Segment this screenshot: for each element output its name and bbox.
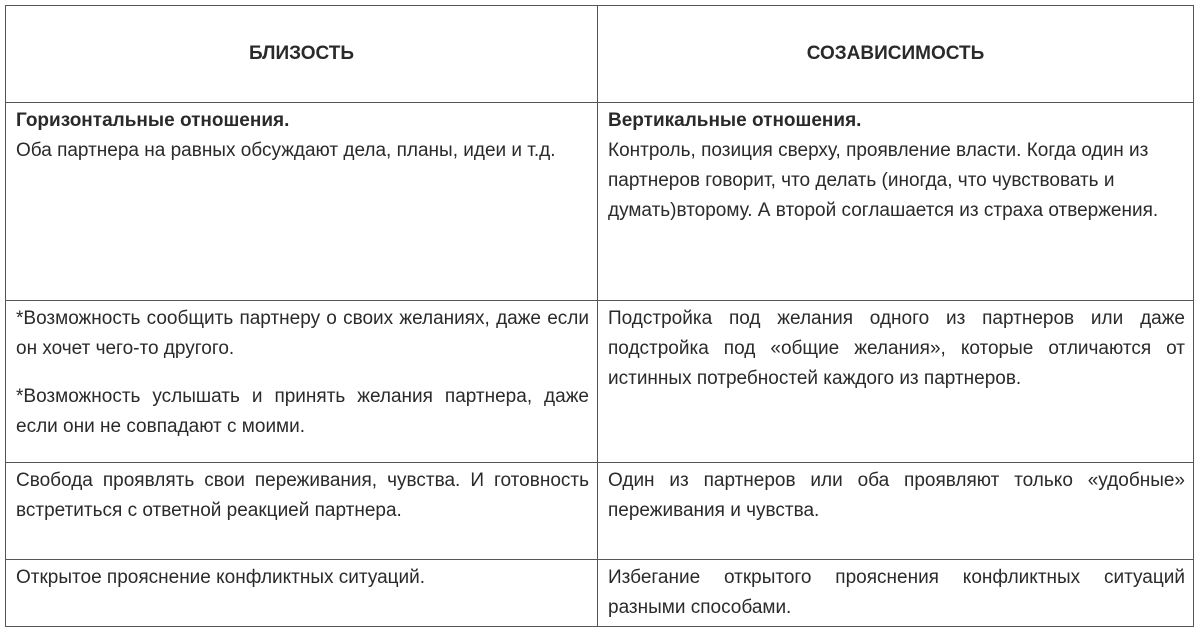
cell-text: Свобода проявлять свои переживания, чувства. И готовность встретиться с ответной реакцией партнера.	[16, 470, 589, 521]
table-cell	[598, 560, 1194, 627]
table-cell	[6, 560, 598, 627]
paragraph-gap	[16, 364, 589, 382]
table-row	[6, 560, 1194, 627]
header-codependency: СОЗАВИСИМОСТЬ	[598, 6, 1194, 103]
cell-text: Открытое прояснение конфликтных ситуаций.	[16, 567, 426, 588]
table-cell	[598, 103, 1194, 301]
cell-text: *Возможность сообщить партнеру о своих желаниях, даже если он хочет чего-то другого.	[16, 308, 589, 359]
table-row	[6, 301, 1194, 463]
cell-text: Контроль, позиция сверху, проявление власти. Когда один из партнеров говорит, что делать (иногда, что чувствовать и думать)второму. А второй соглашается из страха отвержения.	[608, 140, 1159, 221]
comparison-table	[5, 5, 1194, 627]
table-cell	[598, 301, 1194, 463]
cell-text: Подстройка под желания одного из партнеров или даже подстройка под «общие желания», которые отличаются от истинных потребностей каждого из партнеров.	[608, 308, 1185, 389]
cell-title: Горизонтальные отношения.	[16, 110, 290, 131]
cell-text: Избегание открытого прояснения конфликтных ситуаций разными способами.	[608, 567, 1185, 618]
table-row	[6, 463, 1194, 560]
table-cell	[598, 463, 1194, 560]
table-cell	[6, 301, 598, 463]
cell-title: Вертикальные отношения.	[608, 110, 862, 131]
table-header-row	[6, 6, 1194, 103]
table-cell	[6, 103, 598, 301]
cell-text: Оба партнера на равных обсуждают дела, планы, идеи и т.д.	[16, 140, 556, 161]
table-cell	[6, 463, 598, 560]
header-intimacy: БЛИЗОСТЬ	[6, 6, 598, 103]
table-row	[6, 103, 1194, 301]
cell-text: *Возможность услышать и принять желания партнера, даже если они не совпадают с моими.	[16, 386, 589, 437]
cell-text: Один из партнеров или оба проявляют только «удобные» переживания и чувства.	[608, 470, 1185, 521]
